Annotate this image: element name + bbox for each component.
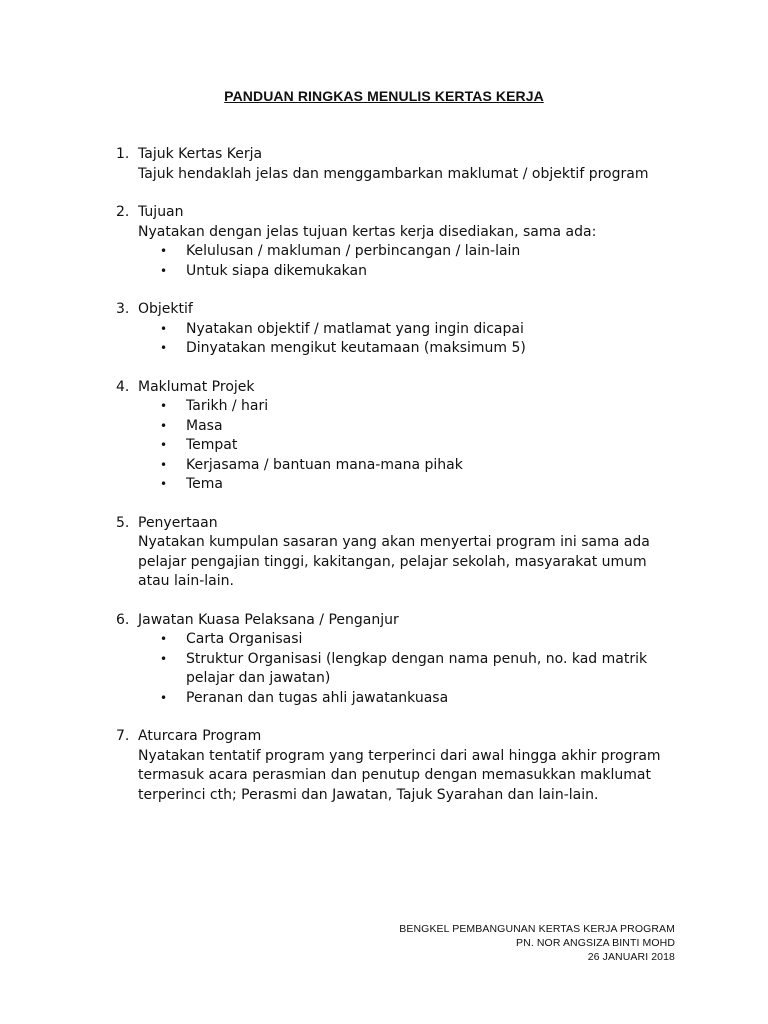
section-number: 6. xyxy=(116,611,130,628)
section-number: 7. xyxy=(116,728,130,744)
section-heading: Tujuan xyxy=(138,204,184,220)
section-4 xyxy=(116,378,676,495)
section-number: 3. xyxy=(116,301,130,317)
bullet-item xyxy=(160,689,676,709)
page-title: PANDUAN RINGKAS MENULIS KERTAS KERJA xyxy=(224,88,544,104)
section-number: 4. xyxy=(116,378,130,395)
bullet-item xyxy=(160,339,676,359)
bullet-text: Tema xyxy=(186,476,224,492)
bullet-icon: • xyxy=(160,632,168,646)
bullet-list xyxy=(138,242,676,281)
section-description: Nyatakan kumpulan sasaran yang akan menyertai program ini sama ada pelajar pengajian tinggi, kakitangan, pelajar sekolah, masyarakat umum atau lain-lain. xyxy=(138,534,650,589)
section-heading: Tajuk Kertas Kerja xyxy=(138,146,263,162)
bullet-item xyxy=(160,630,676,650)
bullet-text: Peranan dan tugas ahli jawatankuasa xyxy=(186,689,449,706)
section-5 xyxy=(116,514,676,592)
bullet-text: Kelulusan / makluman / perbincangan / lain-lain xyxy=(186,243,521,259)
section-description: Tajuk hendaklah jelas dan menggambarkan maklumat / objektif program xyxy=(138,165,649,182)
bullet-item xyxy=(160,262,676,282)
bullet-icon: • xyxy=(160,457,168,472)
section-3 xyxy=(116,300,676,359)
section-2 xyxy=(116,203,676,281)
section-6 xyxy=(116,611,676,709)
section-heading: Maklumat Projek xyxy=(138,378,255,395)
bullet-text: Struktur Organisasi (lengkap dengan nama penuh, no. kad matrik pelajar dan jawatan) xyxy=(186,650,648,686)
bullet-text: Kerjasama / bantuan mana-mana pihak xyxy=(186,456,463,473)
bullet-icon: • xyxy=(160,690,168,705)
bullet-item xyxy=(160,242,676,262)
bullet-icon: • xyxy=(160,477,168,491)
bullet-icon: • xyxy=(160,651,168,666)
bullet-item xyxy=(160,397,676,417)
bullet-list xyxy=(138,630,676,708)
section-7 xyxy=(116,727,676,805)
bullet-item xyxy=(160,456,676,476)
section-number: 5. xyxy=(116,514,130,531)
bullet-icon: • xyxy=(160,399,168,413)
bullet-item xyxy=(160,417,676,437)
bullet-text: Carta Organisasi xyxy=(186,631,303,647)
bullet-item xyxy=(160,436,676,456)
section-number: 1. xyxy=(116,146,130,162)
section-heading: Aturcara Program xyxy=(138,728,262,744)
section-description: Nyatakan tentatif program yang terperinci dari awal hingga akhir program termasuk acara perasmian dan penutup dengan memasukkan maklumat terperinci cth; Perasmi dan Jawatan, Tajuk Syarahan dan lain-lain. xyxy=(138,747,661,803)
bullet-item xyxy=(160,475,676,495)
bullet-icon: • xyxy=(160,341,168,355)
section-heading: Penyertaan xyxy=(138,514,218,531)
section-description: Nyatakan dengan jelas tujuan kertas kerja disediakan, sama ada: xyxy=(138,223,597,240)
bullet-list xyxy=(138,320,676,359)
bullet-text: Dinyatakan mengikut keutamaan (maksimum 5) xyxy=(186,340,526,356)
bullet-list xyxy=(138,397,676,495)
section-heading: Jawatan Kuasa Pelaksana / Penganjur xyxy=(138,611,399,628)
bullet-icon: • xyxy=(160,263,168,278)
guide-sections xyxy=(116,145,676,824)
bullet-icon: • xyxy=(160,418,168,433)
section-heading: Objektif xyxy=(138,301,193,317)
bullet-text: Tempat xyxy=(186,437,238,453)
bullet-text: Masa xyxy=(186,417,223,434)
page-footer xyxy=(399,922,675,964)
bullet-text: Untuk siapa dikemukakan xyxy=(186,262,367,279)
footer-workshop: BENGKEL PEMBANGUNAN KERTAS KERJA PROGRAM xyxy=(399,923,675,935)
footer-date: 26 JANUARI 2018 xyxy=(587,951,675,963)
footer-author: PN. NOR ANGSIZA BINTI MOHD xyxy=(516,937,675,949)
bullet-icon: • xyxy=(160,244,168,258)
section-number: 2. xyxy=(116,204,130,220)
bullet-text: Tarikh / hari xyxy=(186,398,269,414)
bullet-text: Nyatakan objektif / matlamat yang ingin dicapai xyxy=(186,320,524,337)
bullet-icon: • xyxy=(160,438,168,452)
bullet-item xyxy=(160,650,676,689)
section-1 xyxy=(116,145,676,184)
bullet-icon: • xyxy=(160,321,168,336)
bullet-item xyxy=(160,320,676,340)
